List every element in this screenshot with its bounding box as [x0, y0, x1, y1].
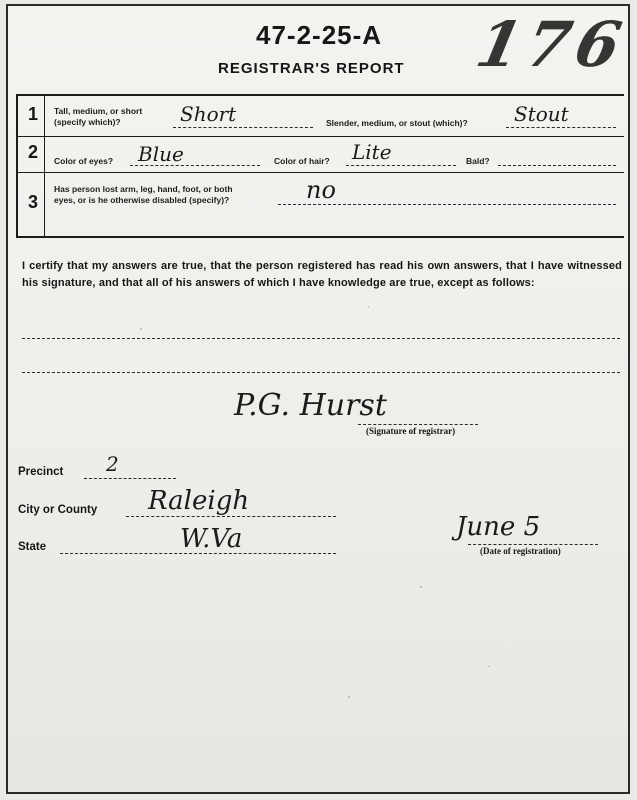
state-value: W.Va: [180, 524, 243, 554]
build-label: Slender, medium, or stout (which)?: [326, 118, 468, 128]
precinct-value: 2: [106, 452, 119, 476]
row-number-1: 1: [27, 104, 38, 124]
state-label: State: [18, 541, 47, 553]
hair-color-label: Color of hair?: [274, 156, 330, 166]
row-number-3: 3: [27, 192, 38, 212]
build-answer: Stout: [514, 102, 569, 126]
registration-date: June 5: [456, 512, 541, 542]
height-label: Tall, medium, or short (specify which)?: [54, 106, 143, 127]
certification-text: I certify that my answers are true, that the person registered has read his own answers, that I have witnessed his signature, and that all of his answers of which I have knowledge are true, except as follows:: [22, 260, 622, 289]
registrar-signature: P.G. Hurst: [234, 388, 387, 423]
disability-answer: no: [306, 176, 336, 204]
handwritten-card-number: 176: [470, 8, 634, 81]
disability-label-line1: Has person lost arm, leg, hand, foot, or both: [54, 184, 233, 194]
city-county-value: Raleigh: [148, 486, 250, 516]
serial-number: 47-2-25-A: [256, 20, 383, 50]
exception-line-2: [22, 372, 620, 373]
hair-color-answer: Lite: [352, 140, 392, 164]
date-label: (Date of registration): [480, 546, 561, 556]
eye-color-answer: Blue: [138, 142, 184, 166]
bald-label: Bald?: [466, 156, 490, 166]
row-number-2: 2: [27, 142, 38, 162]
precinct-label: Precinct: [18, 466, 64, 478]
eye-color-label: Color of eyes?: [54, 156, 114, 166]
city-county-label: City or County: [18, 504, 98, 516]
signature-label: (Signature of registrar): [366, 426, 456, 436]
height-answer: Short: [180, 102, 237, 126]
disability-label-line2: eyes, or is he otherwise disabled (specify)?: [54, 195, 230, 205]
registration-card: [6, 4, 634, 794]
exception-line-1: [22, 338, 620, 339]
card-title: REGISTRAR'S REPORT: [218, 60, 405, 77]
